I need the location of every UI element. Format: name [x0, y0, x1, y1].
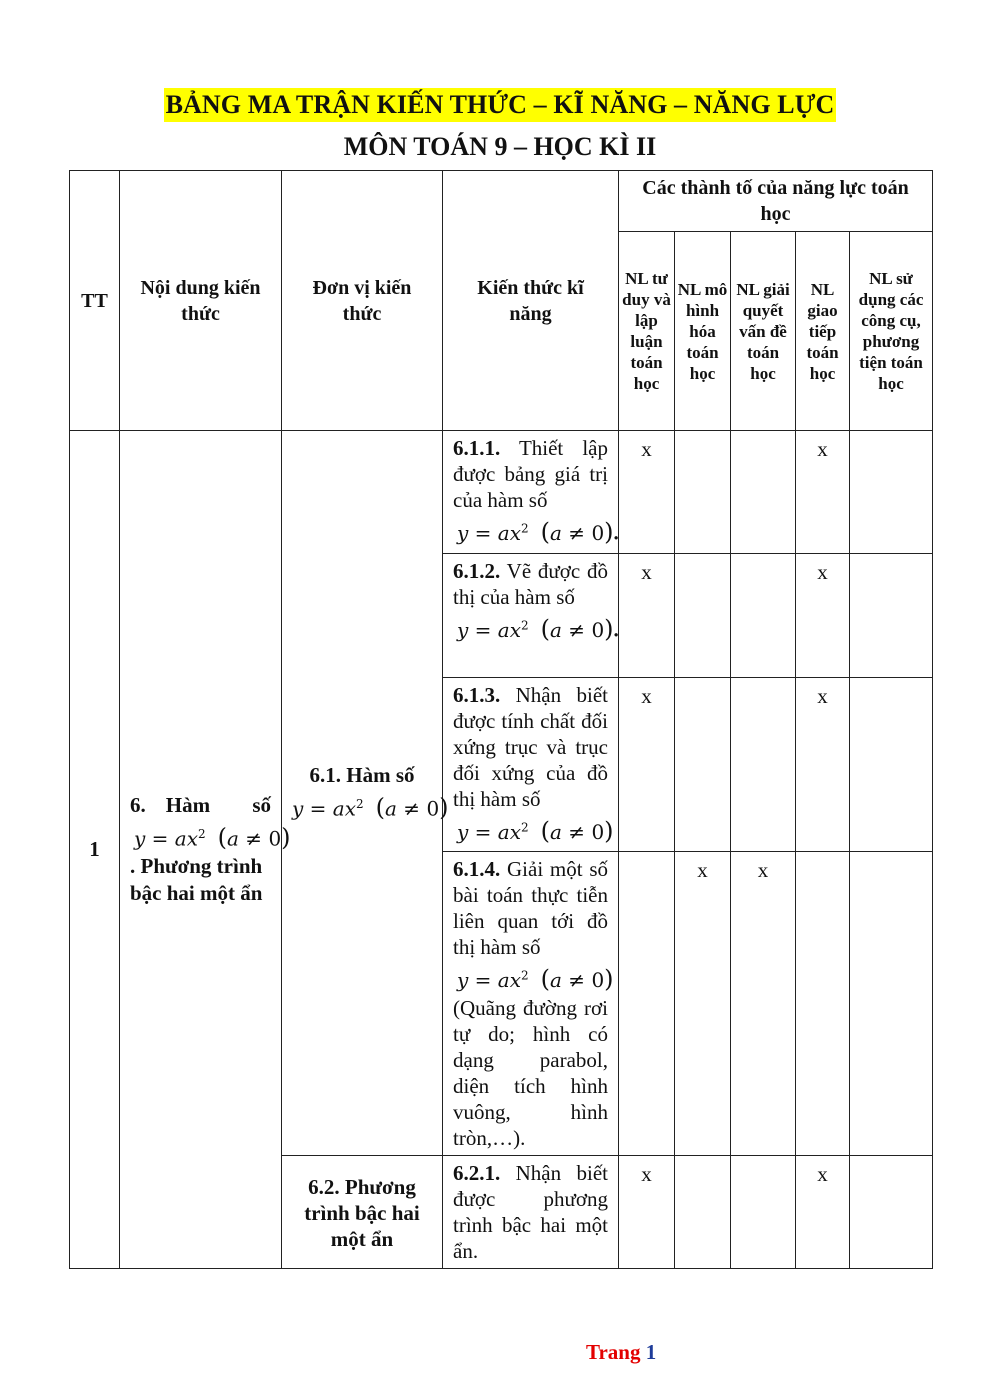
formula-rhs-exponent: 2: [521, 820, 529, 834]
formula-close-paren: ): [439, 793, 449, 822]
header-competency-modeling: NL mô hình hóa toán học: [675, 232, 731, 431]
mark-cell: [850, 678, 933, 852]
formula-open-paren: (: [528, 614, 551, 643]
row-number: 1: [70, 431, 120, 1269]
mark-cell: [850, 852, 933, 1156]
formula-open-paren: (: [528, 517, 551, 546]
formula-rhs-exponent: 2: [521, 968, 529, 982]
topic-cell: [120, 431, 291, 1269]
formula-rhs-base: ax: [174, 826, 198, 851]
topic-formula: [130, 819, 291, 854]
mark-cell: [731, 1155, 796, 1268]
formula-equals: =: [468, 520, 498, 545]
formula-cond-op: ≠: [561, 967, 592, 992]
skill-code: 6.1.2.: [453, 559, 501, 583]
unit-6-1: [282, 431, 449, 1156]
header-tt: TT: [70, 171, 120, 431]
skill-text: Nhận biết được phương trình bậc hai một ẩn.: [453, 1160, 608, 1263]
formula-cond-op: ≠: [561, 520, 592, 545]
topic-heading: [130, 792, 271, 819]
formula-close-paren: ): [281, 823, 291, 852]
skill-note: (Quãng đường rơi tự do; hình có dạng parabol, diện tích hình vuông, hình tròn,…).: [453, 995, 608, 1150]
mark-cell: x: [675, 852, 731, 1156]
topic-number: 6.: [130, 792, 146, 817]
formula-equals: =: [468, 819, 498, 844]
formula-rhs-base: ax: [332, 796, 356, 821]
skill-6-1-2: [443, 554, 619, 678]
formula-lhs: y: [457, 520, 469, 545]
skill-formula: [453, 816, 614, 845]
formula-close-paren: ): [604, 614, 614, 643]
mark-cell: x: [619, 678, 675, 852]
formula-cond-val: 0: [591, 819, 605, 844]
mark-cell: [675, 554, 731, 678]
mark-cell: x: [731, 852, 796, 1156]
formula-cond-val: 0: [426, 796, 440, 821]
skill-code: 6.1.1.: [453, 436, 501, 460]
formula-cond-op: ≠: [561, 617, 592, 642]
formula-open-paren: (: [363, 793, 386, 822]
formula-lhs: y: [457, 967, 469, 992]
formula-cond-val: 0: [591, 520, 605, 545]
topic-rest: . Phương trình bậc hai một ẩn: [130, 854, 263, 906]
mark-cell: [796, 852, 850, 1156]
formula-cond-op: ≠: [561, 819, 592, 844]
competency-matrix-table: [69, 170, 933, 1269]
skill-code: 6.1.3.: [453, 683, 501, 707]
unit-6-2: 6.2. Phương trình bậc hai một ẩn: [282, 1155, 443, 1268]
title-line-1: BẢNG MA TRẬN KIẾN THỨC – KĨ NĂNG – NĂNG LỰC: [164, 88, 837, 122]
formula-cond-var: a: [385, 796, 397, 821]
skill-6-1-3: [443, 678, 619, 852]
mark-cell: x: [796, 554, 850, 678]
header-row-1: [70, 171, 933, 232]
header-competency-tools: NL sử dụng các công cụ, phương tiện toán học: [850, 232, 933, 431]
skill-6-1-1: [443, 431, 619, 554]
header-content: Nội dung kiến thức: [120, 171, 282, 431]
formula-open-paren: (: [528, 816, 551, 845]
skill-6-2-1: [443, 1155, 619, 1268]
formula-cond-val: 0: [591, 967, 605, 992]
formula-lhs: y: [134, 826, 146, 851]
header-competency-communication: NL giao tiếp toán học: [796, 232, 850, 431]
formula-cond-val: 0: [591, 617, 605, 642]
skill-formula: [453, 517, 614, 546]
formula-rhs-exponent: 2: [521, 618, 529, 632]
formula-rhs-base: ax: [497, 520, 521, 545]
document-title: [0, 88, 1000, 164]
mark-cell: x: [619, 1155, 675, 1268]
formula-rhs-exponent: 2: [198, 826, 206, 841]
formula-cond-var: a: [550, 520, 562, 545]
header-skill: Kiến thức kĩ năng: [443, 171, 619, 431]
skill-formula: [453, 614, 614, 643]
mark-cell: [731, 554, 796, 678]
unit-6-1-formula: [288, 789, 449, 824]
formula-equals: =: [145, 826, 175, 851]
skill-code: 6.2.1.: [453, 1160, 501, 1185]
formula-open-paren: (: [205, 823, 228, 852]
formula-cond-var: a: [550, 819, 562, 844]
mark-cell: [850, 431, 933, 554]
formula-close-paren: ): [604, 964, 614, 993]
formula-rhs-base: ax: [497, 819, 521, 844]
page-footer: [586, 1340, 656, 1365]
formula-cond-var: a: [550, 967, 562, 992]
topic-word-2: số: [252, 792, 271, 817]
mark-cell: [850, 1155, 933, 1268]
mark-cell: [675, 431, 731, 554]
formula-open-paren: (: [528, 964, 551, 993]
formula-rhs-exponent: 2: [356, 797, 364, 811]
header-competency-reasoning: NL tư duy và lập luận toán học: [619, 232, 675, 431]
header-competency-problem-solving: NL giải quyết vấn đề toán học: [731, 232, 796, 431]
formula-close-paren: ): [604, 517, 614, 546]
unit-6-1-label: 6.1. Hàm số: [309, 763, 415, 787]
formula-equals: =: [468, 617, 498, 642]
mark-cell: [675, 678, 731, 852]
footer-page-word: Trang: [586, 1340, 641, 1364]
title-line-2: MÔN TOÁN 9 – HỌC KÌ II: [343, 132, 657, 161]
skill-suffix: .: [613, 617, 619, 642]
formula-cond-var: a: [227, 826, 239, 851]
formula-cond-val: 0: [268, 826, 282, 851]
skill-suffix: .: [613, 520, 619, 545]
mark-cell: [619, 852, 675, 1156]
mark-cell: [731, 678, 796, 852]
skill-code: 6.1.4.: [453, 857, 501, 881]
formula-equals: =: [468, 967, 498, 992]
mark-cell: [675, 1155, 731, 1268]
skill-6-1-4: [443, 852, 619, 1156]
topic-word-1: Hàm: [165, 792, 211, 817]
formula-lhs: y: [457, 617, 469, 642]
formula-lhs: y: [457, 819, 469, 844]
skill-formula: [453, 964, 614, 993]
formula-rhs-exponent: 2: [521, 521, 529, 535]
skill-text: Giải một số bài toán thực tiễn liên quan tới đồ thị hàm số: [453, 857, 608, 959]
formula-rhs-base: ax: [497, 967, 521, 992]
table-row: [70, 431, 933, 554]
mark-cell: x: [796, 1155, 850, 1268]
header-competency-group: Các thành tố của năng lực toán học: [619, 171, 933, 232]
skill-text: Vẽ được đồ thị của hàm số: [453, 559, 609, 609]
formula-cond-op: ≠: [238, 826, 269, 851]
mark-cell: [850, 554, 933, 678]
formula-cond-var: a: [550, 617, 562, 642]
formula-lhs: y: [292, 796, 304, 821]
formula-rhs-base: ax: [497, 617, 521, 642]
mark-cell: x: [619, 554, 675, 678]
mark-cell: x: [796, 678, 850, 852]
formula-equals: =: [303, 796, 333, 821]
mark-cell: x: [619, 431, 675, 554]
skill-text: Thiết lập được bảng giá trị của hàm số: [453, 436, 608, 512]
mark-cell: [731, 431, 796, 554]
skill-text: Nhận biết được tính chất đối xứng trục và trục đối xứng của đồ thị hàm số: [453, 683, 608, 811]
formula-close-paren: ): [604, 816, 614, 845]
mark-cell: x: [796, 431, 850, 554]
formula-cond-op: ≠: [396, 796, 427, 821]
header-unit: Đơn vị kiến thức: [282, 171, 443, 431]
footer-page-number: 1: [645, 1340, 657, 1364]
